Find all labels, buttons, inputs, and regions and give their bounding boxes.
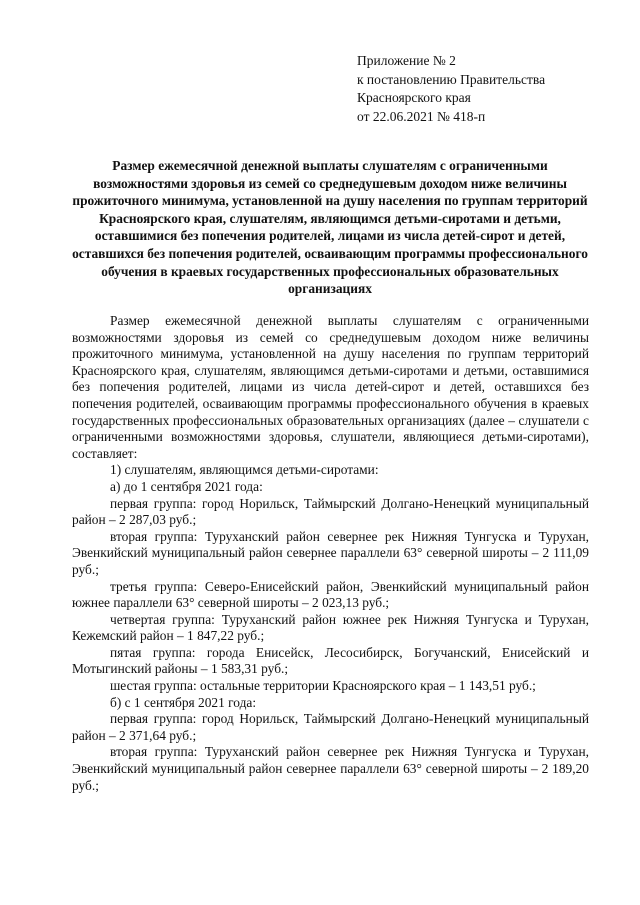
appendix-region: Красноярского края bbox=[357, 90, 471, 105]
appendix-number: Приложение № 2 bbox=[357, 53, 456, 68]
list-item: четвертая группа: Туруханский район южнее рек Нижняя Тунгуска и Турухан, Кежемский район – 1 847,22 руб.; bbox=[72, 611, 589, 644]
list-item: пятая группа: города Енисейск, Лесосибирск, Богучанский, Енисейский и Мотыгинский районы – 1 583,31 руб.; bbox=[72, 644, 589, 677]
appendix-date: от 22.06.2021 № 418-п bbox=[357, 108, 486, 124]
document-title: Размер ежемесячной денежной выплаты слушателям с ограниченными возможностями здоровья из семей со среднедушевым доходом ниже величины прожиточного минимума, установленной на душу населения по группам территорий Красноярского края, слушателям, являющимся детьми-сиротами и детьми, оставшимися без попечения родителей, лицами из числа детей-сирот и детей, оставшихся без попечения родителей, осваивающим программы профессионального обучения в краевых государственных профессиональных образовательных организациях bbox=[72, 158, 588, 297]
section-heading: 1) слушателям, являющимся детьми-сиротами: bbox=[110, 462, 379, 478]
subsection-heading: а) до 1 сентября 2021 года: bbox=[110, 478, 263, 494]
list-item: первая группа: город Норильск, Таймырский Долгано-Ненецкий муниципальный район – 2 287,03 руб.; bbox=[72, 495, 589, 528]
list-item: вторая группа: Туруханский район севернее рек Нижняя Тунгуска и Турухан, Эвенкийский муниципальный район севернее параллели 63° северной широты – 2 111,09 руб.; bbox=[72, 528, 589, 577]
subsection-heading: б) с 1 сентября 2021 года: bbox=[110, 694, 257, 710]
appendix-header bbox=[357, 52, 545, 126]
list-item: шестая группа: остальные территории Красноярского края – 1 143,51 руб.; bbox=[110, 678, 536, 694]
list-item: первая группа: город Норильск, Таймырский Долгано-Ненецкий муниципальный район – 2 371,64 руб.; bbox=[72, 711, 589, 743]
list-item: третья группа: Северо-Енисейский район, Эвенкийский муниципальный район южнее параллели 63° северной широты – 2 023,13 руб.; bbox=[72, 578, 589, 611]
appendix-reference: к постановлению Правительства bbox=[357, 71, 546, 87]
intro-paragraph: Размер ежемесячной денежной выплаты слушателям с ограниченными возможностями здоровья из семей со среднедушевым доходом ниже величины прожиточного минимума, установленной на душу населения по группам территорий Красноярского края, слушателям, являющимся детьми-сиротами и детьми, оставшимися без попечения родителей, лицами из числа детей-сирот и детей, оставшихся без попечения родителей, осваивающим программы профессионального обучения в краевых государственных профессиональных образовательных организациях (далее – слушатели с ограниченными возможностями здоровья, слушатели, являющиеся детьми-сиротами), составляет: bbox=[72, 313, 589, 461]
list-item: вторая группа: Туруханский район севернее рек Нижняя Тунгуска и Турухан, Эвенкийский муниципальный район севернее параллели 63° северной широты – 2 189,20 руб.; bbox=[72, 744, 589, 793]
document-body bbox=[72, 313, 589, 794]
